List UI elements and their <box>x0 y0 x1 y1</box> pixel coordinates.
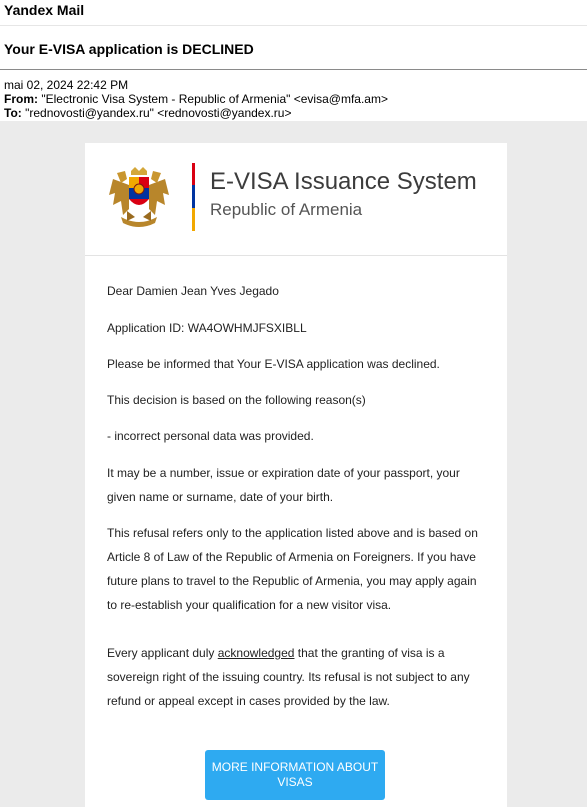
system-subtitle: Republic of Armenia <box>210 200 363 219</box>
email-to-row <box>4 106 388 120</box>
email-subject: Your E-VISA application is DECLINED <box>4 41 254 57</box>
armenian-flag-bar <box>192 163 195 231</box>
paragraph-refusal-line: future plans to travel to the Republic of Armenia, you may apply again <box>107 574 477 588</box>
email-card <box>85 143 507 807</box>
from-label: From: <box>4 92 38 106</box>
greeting: Dear Damien Jean Yves Jegado <box>107 284 279 298</box>
paragraph-acknowledge-line: refund or appeal except in cases provided by the law. <box>107 694 390 708</box>
paragraph-refusal <box>107 521 487 617</box>
system-title: E-VISA Issuance System <box>210 168 477 195</box>
email-meta <box>4 78 388 120</box>
header-divider <box>0 25 587 26</box>
paragraph-refusal-line: This refusal refers only to the application listed above and is based on <box>107 526 478 540</box>
acknowledged-link[interactable]: acknowledged <box>217 646 295 660</box>
paragraph-reason: - incorrect personal data was provided. <box>107 429 314 443</box>
from-value[interactable]: "Electronic Visa System - Republic of Armenia" <evisa@mfa.am> <box>41 92 388 106</box>
app-title: Yandex Mail <box>4 2 85 18</box>
paragraph-refusal-line: Article 8 of Law of the Republic of Armenia on Foreigners. If you have <box>107 550 476 564</box>
acknowledge-text: Every applicant duly <box>107 646 218 660</box>
paragraph-number-line: given name or surname, date of your birth. <box>107 490 334 504</box>
more-info-button[interactable] <box>205 750 385 800</box>
to-value[interactable]: "rednovosti@yandex.ru" <rednovosti@yandex.ru> <box>25 106 292 120</box>
paragraph-refusal-line: to re-establish your qualification for a new visitor visa. <box>107 598 392 612</box>
paragraph-informed: Please be informed that Your E-VISA application was declined. <box>107 357 440 371</box>
to-label: To: <box>4 106 22 120</box>
email-date: mai 02, 2024 22:42 PM <box>4 78 129 92</box>
paragraph-acknowledge-line <box>107 641 487 665</box>
paragraph-acknowledge-line: sovereign right of the issuing country. Its refusal is not subject to any <box>107 670 470 684</box>
armenia-coat-of-arms-icon <box>107 165 171 231</box>
acknowledge-text: that the granting of visa is a <box>294 646 445 660</box>
paragraph-acknowledge <box>107 641 487 713</box>
application-id: Application ID: WA4OWHMJFSXIBLL <box>107 321 307 335</box>
card-header <box>85 143 507 256</box>
more-info-button-label: VISAS <box>277 775 313 789</box>
subject-divider <box>0 69 587 70</box>
email-from-row <box>4 92 388 106</box>
paragraph-number <box>107 461 487 509</box>
paragraph-decision: This decision is based on the following reason(s) <box>107 393 366 407</box>
paragraph-number-line: It may be a number, issue or expiration date of your passport, your <box>107 466 460 480</box>
more-info-button-label: MORE INFORMATION ABOUT <box>211 760 379 774</box>
